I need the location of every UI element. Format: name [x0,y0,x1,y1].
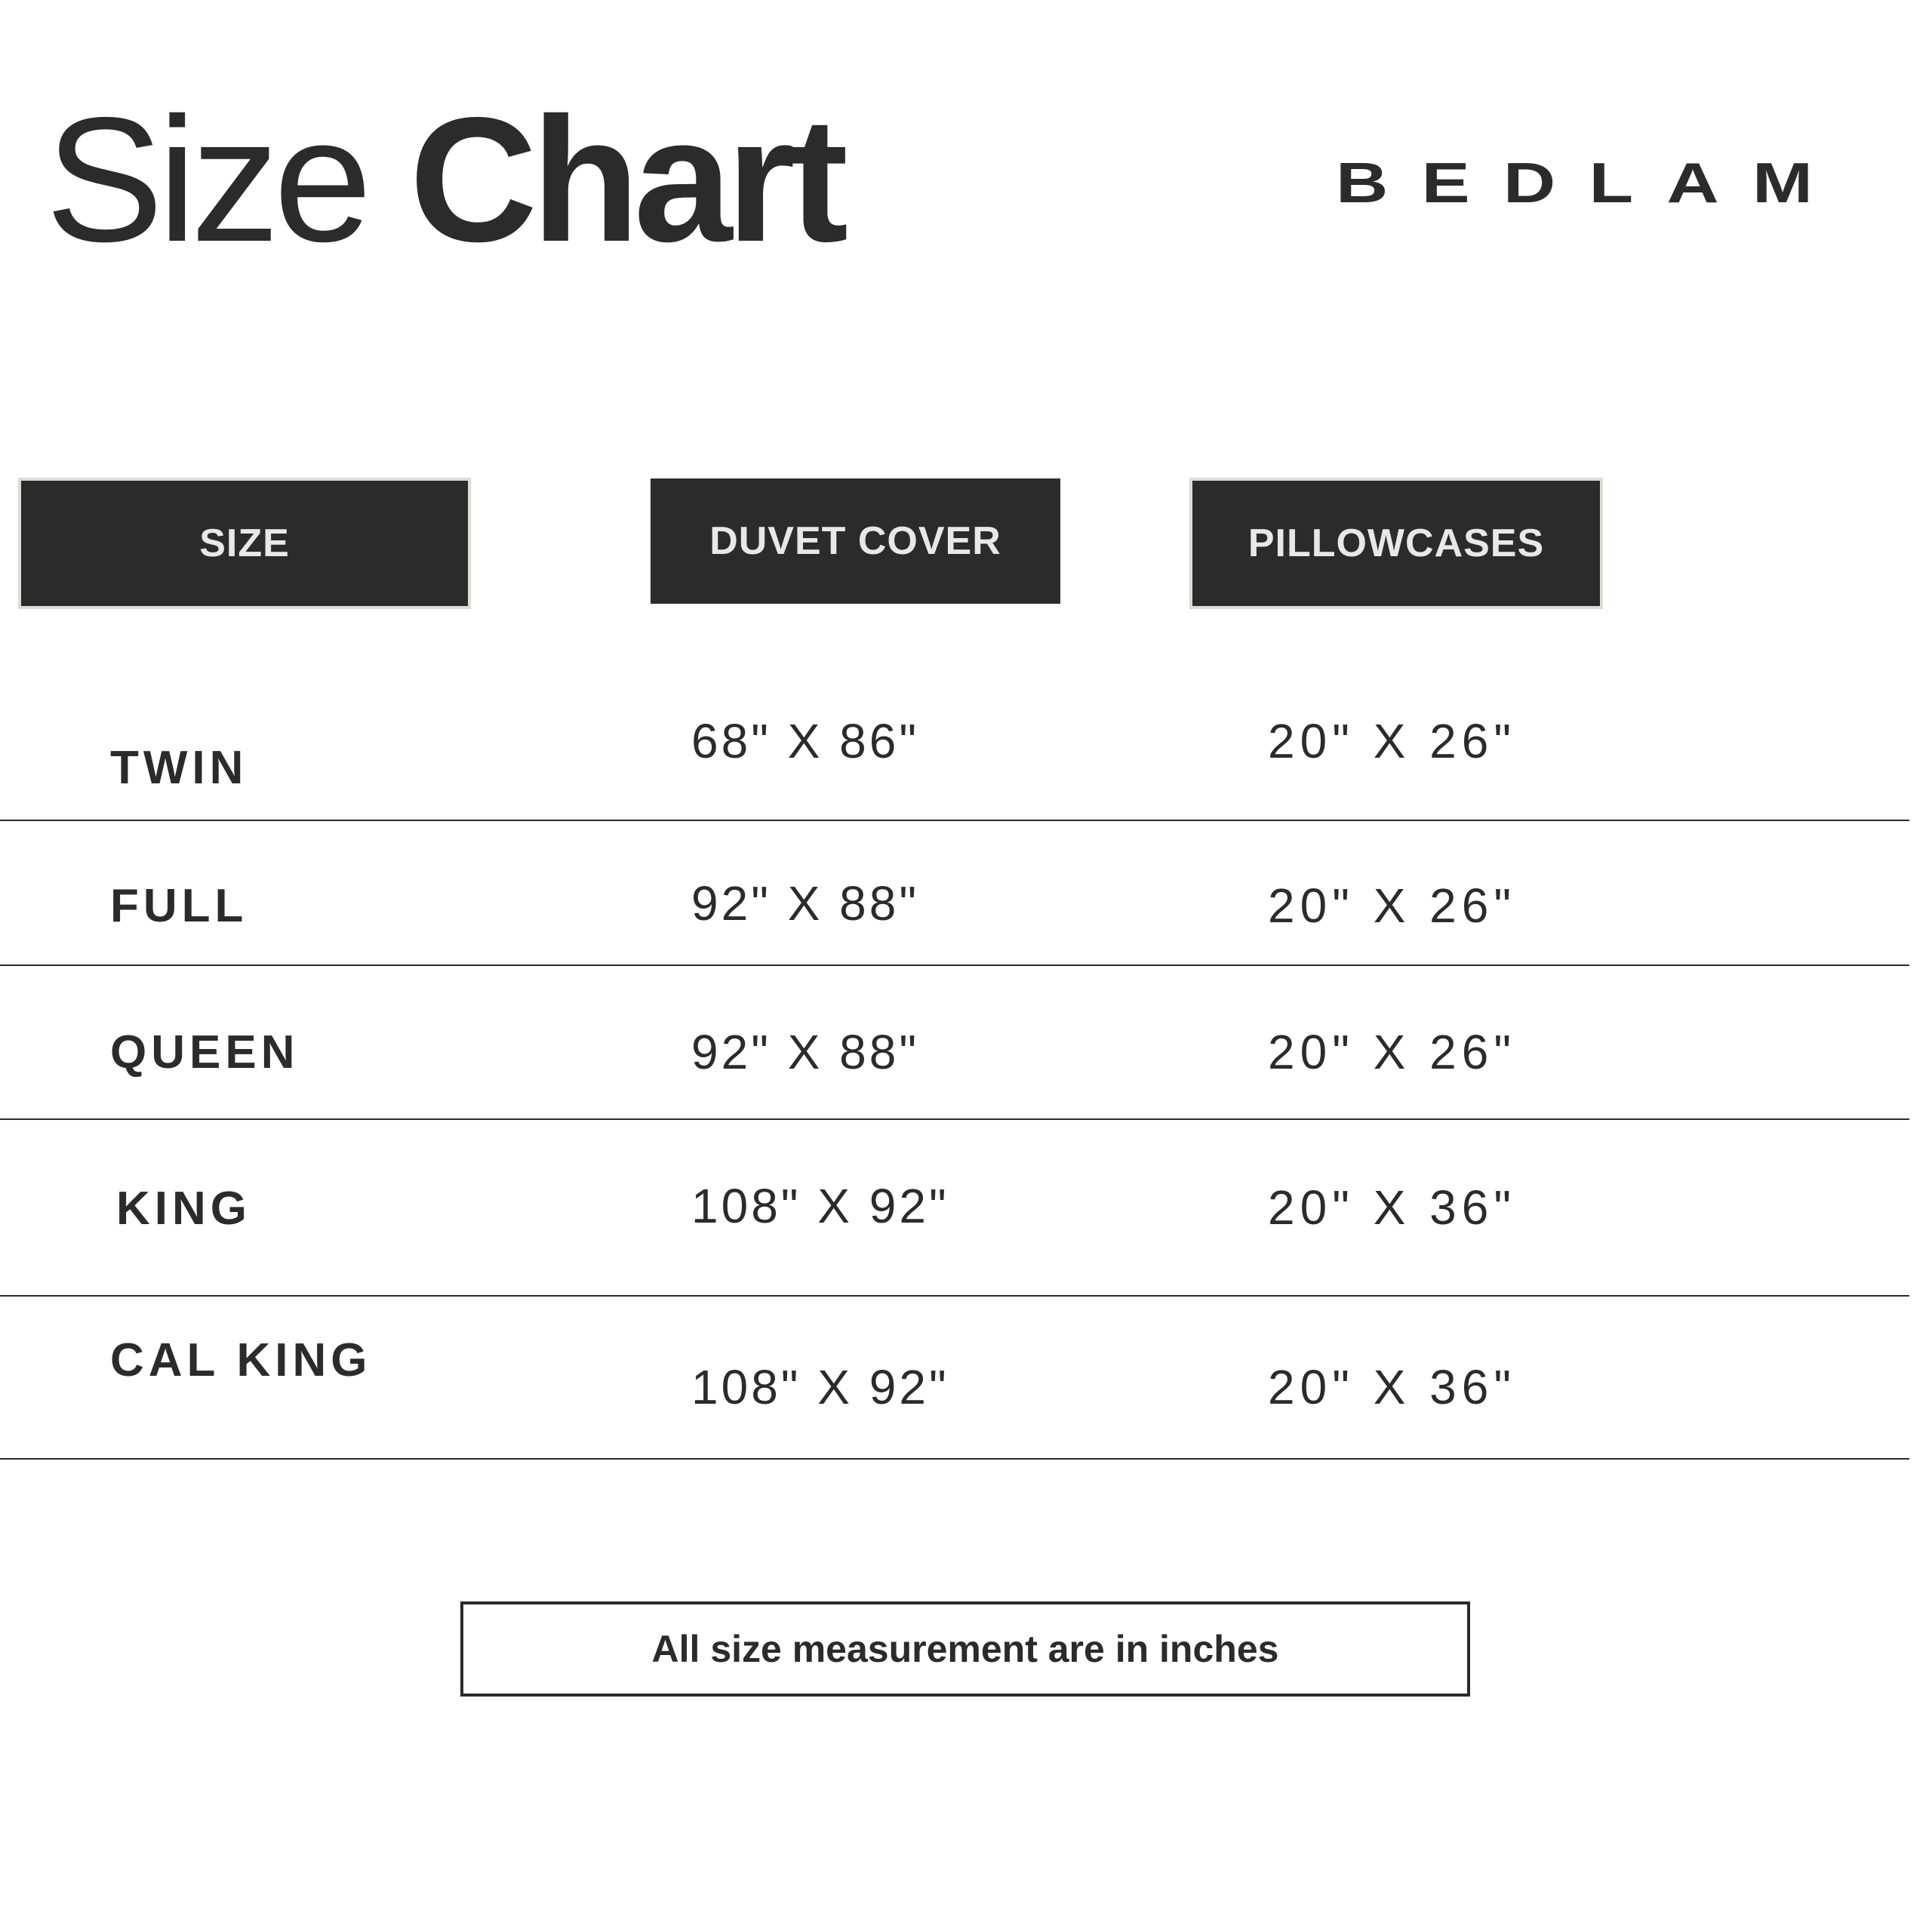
row-divider [0,1458,1909,1460]
row-queen-duvet: 92" X 88" [691,1025,920,1079]
row-twin-size: TWIN [110,742,248,794]
row-cal-king-duvet: 108" X 92" [691,1360,949,1414]
page-title [45,80,843,278]
row-king-pillowcases: 20" X 36" [1268,1180,1517,1235]
row-divider [0,964,1909,966]
row-full-size: FULL [110,880,248,932]
row-cal-king-size: CAL KING [110,1334,372,1386]
row-twin-pillowcases: 20" X 26" [1268,714,1517,768]
column-header-size: SIZE [21,481,468,606]
row-queen-size: QUEEN [110,1026,300,1078]
row-full-duvet: 92" X 88" [691,876,920,931]
row-king-size: KING [116,1183,251,1235]
row-divider [0,1118,1909,1120]
brand-logo: B E D L A M [1336,151,1813,214]
row-cal-king-pillowcases: 20" X 36" [1268,1360,1517,1414]
row-twin-duvet: 68" X 86" [691,714,920,768]
column-header-pillowcases: PILLOWCASES [1192,481,1600,606]
row-full-pillowcases: 20" X 26" [1268,878,1517,933]
row-king-duvet: 108" X 92" [691,1179,949,1233]
row-queen-pillowcases: 20" X 26" [1268,1025,1517,1079]
units-note: All size measurement are in inches [460,1601,1470,1697]
page-title-light: Size [45,80,367,278]
row-divider [0,820,1909,821]
column-header-duvet-cover: DUVET COVER [651,478,1060,604]
page-title-bold: Chart [409,80,843,278]
row-divider [0,1295,1909,1297]
